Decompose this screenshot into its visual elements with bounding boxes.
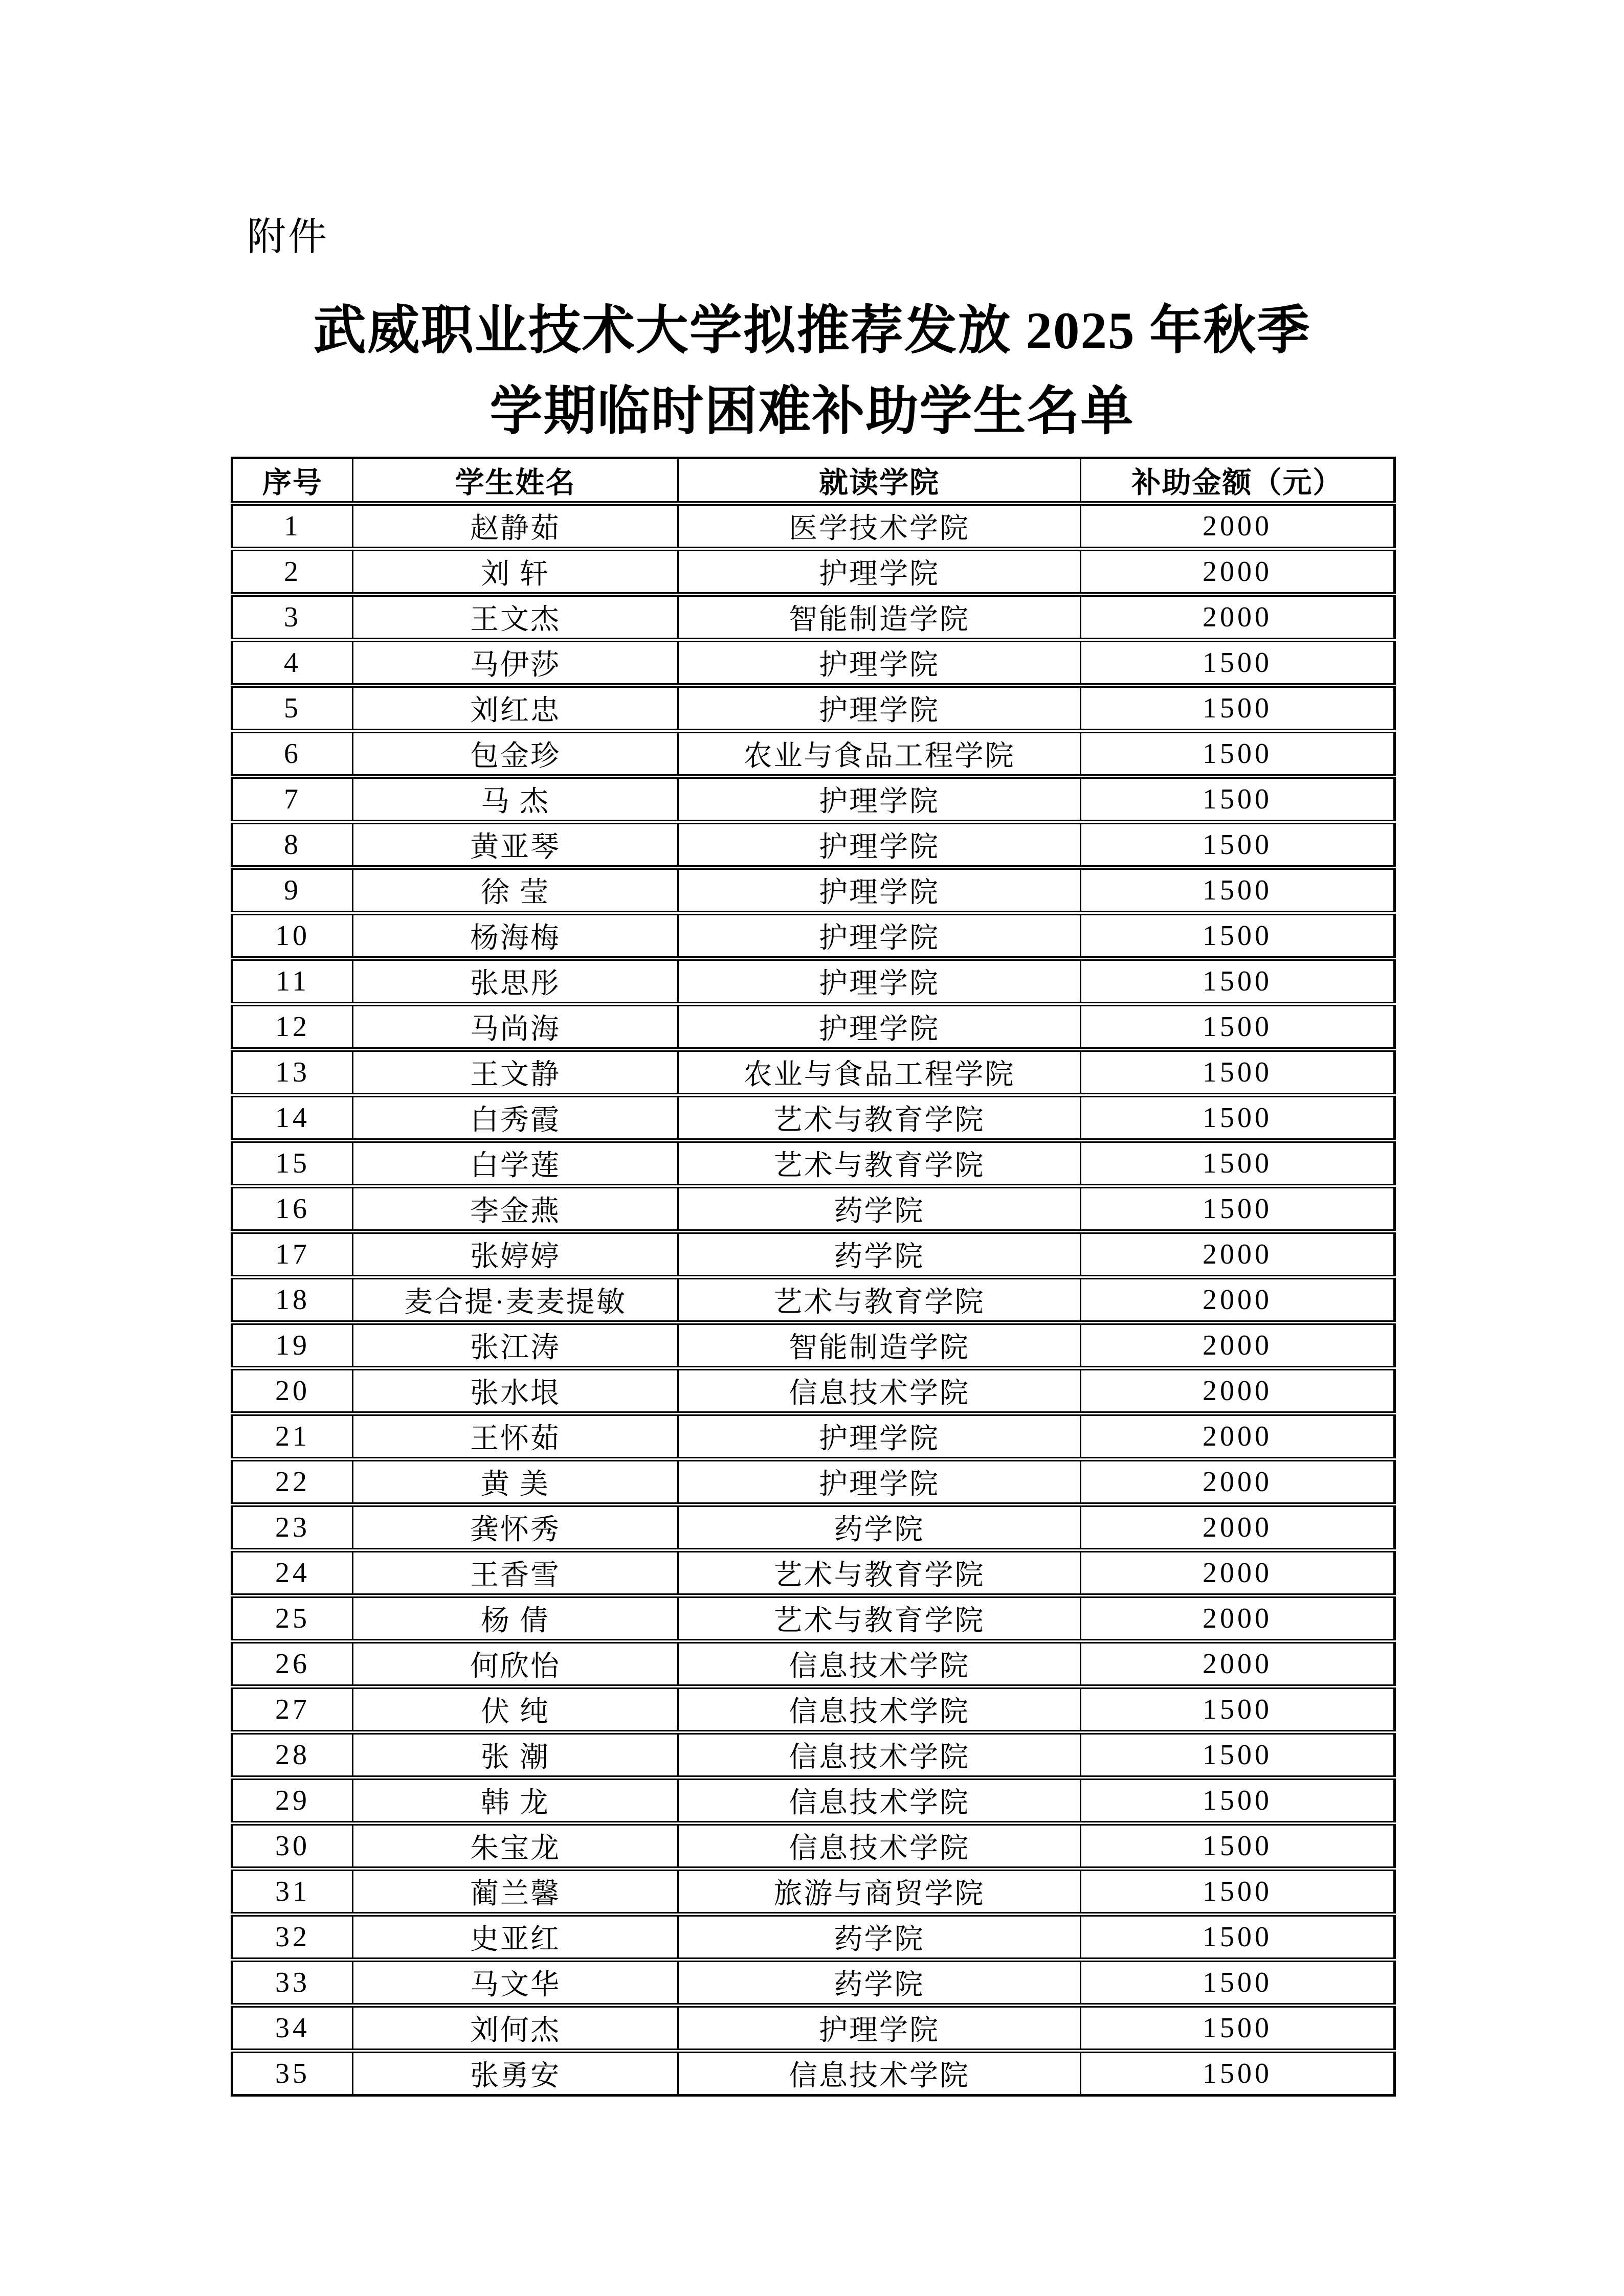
cell-amount: 1500 [1081,1824,1395,1869]
table-row [232,1141,1395,1186]
table-row [232,1778,1395,1824]
table-row [232,822,1395,868]
cell-name: 张 潮 [353,1732,678,1778]
cell-college: 艺术与教育学院 [678,1095,1081,1141]
cell-amount: 1500 [1081,1141,1395,1186]
document-title-line2: 学期临时困难补助学生名单 [490,382,1134,441]
cell-college: 智能制造学院 [678,1323,1081,1368]
cell-amount: 2000 [1081,595,1395,640]
table-row [232,1095,1395,1141]
cell-no: 10 [232,913,353,959]
cell-amount: 1500 [1081,959,1395,1004]
cell-college: 信息技术学院 [678,1641,1081,1687]
table-row [232,1732,1395,1778]
cell-name: 李金燕 [353,1186,678,1232]
cell-no: 21 [232,1414,353,1459]
cell-college: 农业与食品工程学院 [678,731,1081,777]
cell-name: 王怀茹 [353,1414,678,1459]
cell-name: 朱宝龙 [353,1824,678,1869]
cell-amount: 2000 [1081,1596,1395,1641]
cell-college: 护理学院 [678,959,1081,1004]
cell-name: 史亚红 [353,1915,678,1960]
cell-no: 12 [232,1004,353,1050]
table-row [232,686,1395,731]
cell-no: 35 [232,2051,353,2096]
cell-no: 34 [232,2006,353,2051]
cell-college: 护理学院 [678,822,1081,868]
cell-no: 25 [232,1596,353,1641]
cell-college: 医学技术学院 [678,504,1081,549]
cell-amount: 2000 [1081,1550,1395,1596]
cell-amount: 1500 [1081,731,1395,777]
cell-amount: 1500 [1081,1732,1395,1778]
cell-amount: 2000 [1081,1459,1395,1505]
cell-college: 旅游与商贸学院 [678,1869,1081,1915]
cell-college: 护理学院 [678,1004,1081,1050]
cell-name: 杨 倩 [353,1596,678,1641]
cell-college: 信息技术学院 [678,1687,1081,1732]
cell-no: 18 [232,1277,353,1323]
table-row [232,1368,1395,1414]
cell-name: 何欣怡 [353,1641,678,1687]
cell-name: 包金珍 [353,731,678,777]
cell-college: 护理学院 [678,913,1081,959]
student-table-wrap [231,457,1393,2097]
table-row [232,959,1395,1004]
cell-no: 19 [232,1323,353,1368]
cell-amount: 2000 [1081,1277,1395,1323]
cell-no: 29 [232,1778,353,1824]
cell-amount: 2000 [1081,549,1395,595]
cell-no: 17 [232,1232,353,1277]
cell-no: 11 [232,959,353,1004]
table-row [232,2051,1395,2096]
cell-name: 王文静 [353,1050,678,1095]
table-row [232,640,1395,686]
cell-name: 刘红忠 [353,686,678,731]
cell-no: 4 [232,640,353,686]
cell-no: 16 [232,1186,353,1232]
student-subsidy-table [231,457,1396,2097]
cell-amount: 1500 [1081,868,1395,913]
cell-amount: 2000 [1081,1323,1395,1368]
cell-name: 张勇安 [353,2051,678,2096]
table-row [232,777,1395,822]
cell-college: 药学院 [678,1960,1081,2006]
cell-name: 马伊莎 [353,640,678,686]
cell-name: 麦合提·麦麦提敏 [353,1277,678,1323]
cell-no: 3 [232,595,353,640]
cell-amount: 1500 [1081,2051,1395,2096]
header-cell-no: 序号 [232,458,353,504]
cell-college: 信息技术学院 [678,2051,1081,2096]
cell-amount: 2000 [1081,1232,1395,1277]
cell-name: 蔺兰馨 [353,1869,678,1915]
cell-no: 15 [232,1141,353,1186]
header-cell-amount: 补助金额（元） [1081,458,1395,504]
cell-no: 31 [232,1869,353,1915]
table-header [232,458,1395,504]
cell-college: 护理学院 [678,686,1081,731]
cell-amount: 1500 [1081,1687,1395,1732]
cell-name: 王香雪 [353,1550,678,1596]
cell-college: 护理学院 [678,777,1081,822]
table-row [232,1323,1395,1368]
cell-amount: 1500 [1081,1004,1395,1050]
cell-name: 赵静茹 [353,504,678,549]
cell-college: 艺术与教育学院 [678,1277,1081,1323]
cell-name: 马 杰 [353,777,678,822]
table-row [232,913,1395,959]
cell-amount: 2000 [1081,504,1395,549]
cell-college: 护理学院 [678,1459,1081,1505]
cell-amount: 1500 [1081,1095,1395,1141]
cell-name: 伏 纯 [353,1687,678,1732]
cell-college: 药学院 [678,1505,1081,1550]
cell-no: 33 [232,1960,353,2006]
cell-name: 张江涛 [353,1323,678,1368]
cell-name: 刘 轩 [353,549,678,595]
cell-name: 张婷婷 [353,1232,678,1277]
table-header-row [232,458,1395,504]
cell-no: 27 [232,1687,353,1732]
cell-college: 护理学院 [678,1414,1081,1459]
cell-college: 药学院 [678,1186,1081,1232]
cell-no: 26 [232,1641,353,1687]
student-table-body [232,504,1395,2096]
cell-no: 32 [232,1915,353,1960]
header-cell-college: 就读学院 [678,458,1081,504]
table-row [232,1641,1395,1687]
cell-amount: 2000 [1081,1641,1395,1687]
cell-amount: 1500 [1081,1960,1395,2006]
cell-no: 14 [232,1095,353,1141]
table-row [232,1232,1395,1277]
cell-name: 黄 美 [353,1459,678,1505]
cell-no: 22 [232,1459,353,1505]
cell-college: 艺术与教育学院 [678,1550,1081,1596]
cell-no: 7 [232,777,353,822]
cell-college: 智能制造学院 [678,595,1081,640]
table-row [232,2006,1395,2051]
table-row [232,549,1395,595]
cell-college: 护理学院 [678,549,1081,595]
table-row [232,1186,1395,1232]
table-row [232,1505,1395,1550]
cell-college: 信息技术学院 [678,1368,1081,1414]
cell-no: 5 [232,686,353,731]
table-row [232,1960,1395,2006]
table-row [232,1004,1395,1050]
cell-amount: 1500 [1081,1778,1395,1824]
cell-name: 马尚海 [353,1004,678,1050]
cell-amount: 1500 [1081,913,1395,959]
table-row [232,1915,1395,1960]
table-row [232,1459,1395,1505]
cell-college: 信息技术学院 [678,1824,1081,1869]
cell-name: 杨海梅 [353,913,678,959]
cell-college: 艺术与教育学院 [678,1596,1081,1641]
cell-college: 药学院 [678,1232,1081,1277]
cell-no: 24 [232,1550,353,1596]
cell-no: 28 [232,1732,353,1778]
cell-name: 白秀霞 [353,1095,678,1141]
cell-name: 龚怀秀 [353,1505,678,1550]
table-row [232,1050,1395,1095]
cell-name: 韩 龙 [353,1778,678,1824]
cell-name: 张思彤 [353,959,678,1004]
cell-name: 马文华 [353,1960,678,2006]
cell-no: 6 [232,731,353,777]
cell-college: 药学院 [678,1915,1081,1960]
document-title [0,290,1624,452]
cell-name: 刘何杰 [353,2006,678,2051]
cell-name: 白学莲 [353,1141,678,1186]
cell-amount: 1500 [1081,777,1395,822]
table-row [232,1824,1395,1869]
cell-no: 13 [232,1050,353,1095]
cell-college: 农业与食品工程学院 [678,1050,1081,1095]
cell-no: 20 [232,1368,353,1414]
cell-name: 王文杰 [353,595,678,640]
table-row [232,731,1395,777]
table-row [232,1277,1395,1323]
table-row [232,1550,1395,1596]
cell-college: 护理学院 [678,868,1081,913]
cell-amount: 1500 [1081,686,1395,731]
table-row [232,595,1395,640]
table-row [232,1414,1395,1459]
cell-amount: 2000 [1081,1505,1395,1550]
cell-college: 护理学院 [678,2006,1081,2051]
table-row [232,868,1395,913]
cell-amount: 2000 [1081,1368,1395,1414]
table-row [232,1869,1395,1915]
cell-amount: 1500 [1081,1915,1395,1960]
table-row [232,504,1395,549]
document-title-line1: 武威职业技术大学拟推荐发放 2025 年秋季 [313,302,1311,360]
cell-amount: 2000 [1081,1414,1395,1459]
cell-no: 23 [232,1505,353,1550]
cell-name: 张水垠 [353,1368,678,1414]
cell-amount: 1500 [1081,822,1395,868]
cell-college: 信息技术学院 [678,1732,1081,1778]
cell-amount: 1500 [1081,2006,1395,2051]
table-row [232,1687,1395,1732]
cell-amount: 1500 [1081,1869,1395,1915]
cell-no: 2 [232,549,353,595]
attachment-label: 附件 [247,215,329,259]
cell-amount: 1500 [1081,1186,1395,1232]
cell-name: 徐 莹 [353,868,678,913]
header-cell-name: 学生姓名 [353,458,678,504]
cell-amount: 1500 [1081,1050,1395,1095]
cell-no: 8 [232,822,353,868]
cell-college: 艺术与教育学院 [678,1141,1081,1186]
cell-no: 30 [232,1824,353,1869]
cell-name: 黄亚琴 [353,822,678,868]
table-row [232,1596,1395,1641]
cell-college: 护理学院 [678,640,1081,686]
cell-college: 信息技术学院 [678,1778,1081,1824]
cell-no: 9 [232,868,353,913]
cell-amount: 1500 [1081,640,1395,686]
cell-no: 1 [232,504,353,549]
